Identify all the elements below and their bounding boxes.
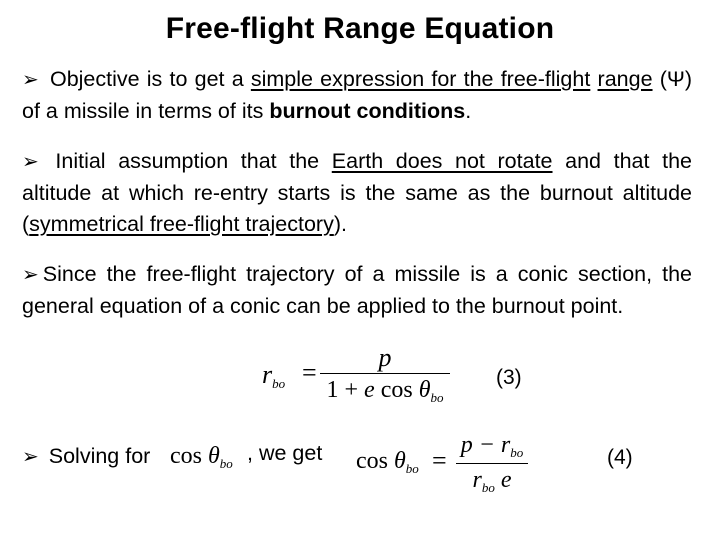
denominator: 1 + e $\cos \theta_{bo}$ <box>326 377 444 405</box>
fraction <box>320 343 450 409</box>
text: and that the altitude at which re-entry starts is the same as the burnout altitude ( <box>22 149 693 236</box>
fraction <box>456 430 528 499</box>
underlined-text: Earth does not rotate <box>331 149 553 173</box>
paragraph-conic <box>22 259 692 322</box>
text: . <box>465 99 472 123</box>
underlined-text: symmetrical free-flight trajectory <box>29 212 334 236</box>
equals-sign: = <box>432 446 447 475</box>
text: (Ψ) of a missile in terms of its <box>22 67 693 123</box>
eq-lhs: rbo <box>262 360 286 391</box>
denominator: $r_{bo}$ e <box>472 467 512 495</box>
eq-lhs: $\cos \theta_{bo}$ <box>356 448 419 476</box>
underlined-text: simple expression for the free-flight <box>250 67 591 91</box>
numerator: $p - r_{bo}$ <box>460 432 524 460</box>
paragraph-objective <box>22 64 692 127</box>
equation-3 <box>262 343 462 413</box>
arrow-bullet-icon: ➢ <box>22 264 39 286</box>
text: Initial assumption that the <box>55 149 332 173</box>
equation-number-4: (4) <box>607 446 633 469</box>
arrow-bullet-icon: ➢ <box>22 69 39 91</box>
equation-number-3: (3) <box>496 366 522 389</box>
paragraph-assumption <box>22 146 692 240</box>
text: ). <box>333 212 347 236</box>
equation-4 <box>356 430 536 510</box>
arrow-bullet-icon: ➢ <box>22 446 39 468</box>
underlined-text: range <box>597 67 653 91</box>
text: , we get <box>247 441 323 465</box>
numerator: p <box>378 343 392 372</box>
arrow-bullet-icon: ➢ <box>22 151 39 173</box>
bold-text: burnout conditions <box>269 99 466 123</box>
page-title: Free-flight Range Equation <box>165 12 555 45</box>
text: Since the free-flight trajectory of a missile is a conic section, the general equation of a conic can be applied to the burnout point. <box>22 262 692 318</box>
inline-cos-theta: $\cos \theta_{bo}$ <box>170 443 233 471</box>
text: Objective is to get a <box>49 67 251 91</box>
text: Solving for <box>48 444 151 468</box>
equals-sign: = <box>302 358 317 387</box>
